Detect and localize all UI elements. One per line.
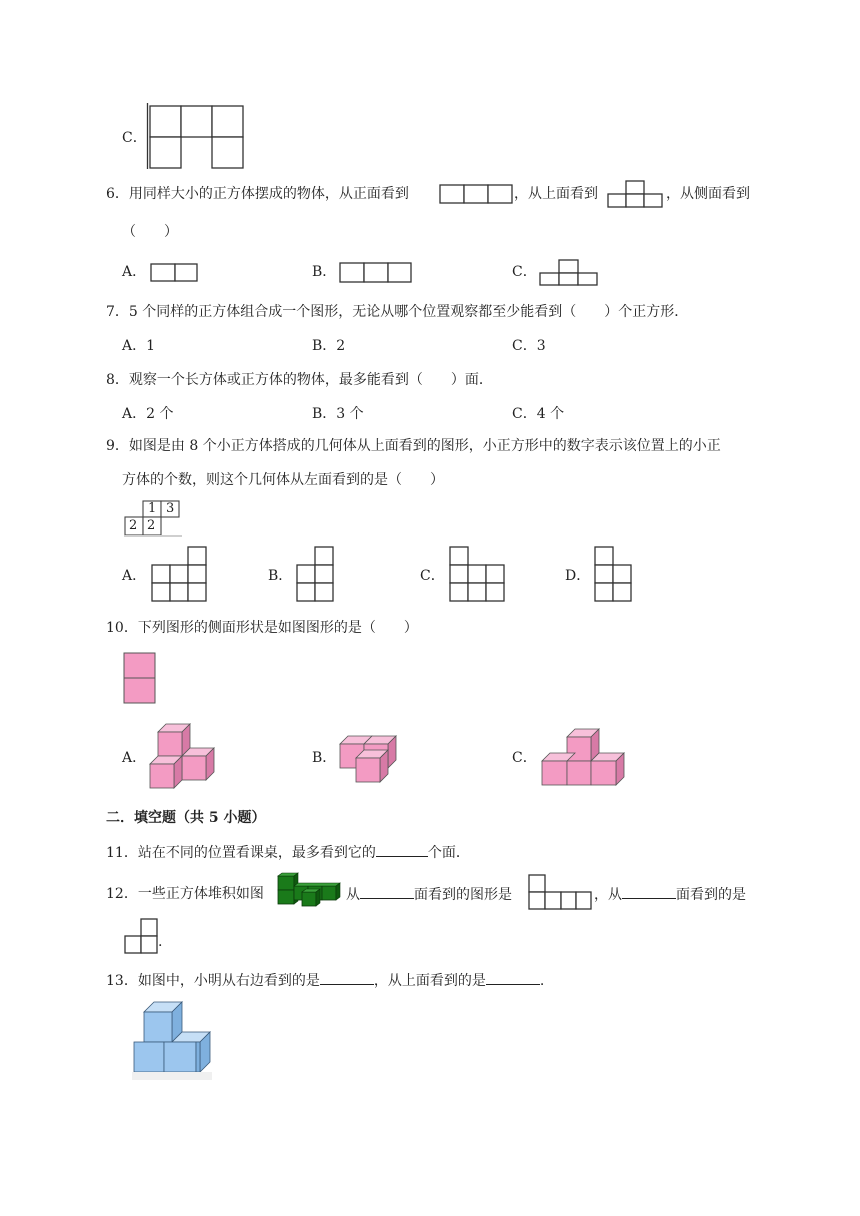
q12-text-e: 面看到的是 (676, 887, 746, 903)
q11-answer-blank[interactable] (376, 842, 428, 857)
q9-option-a-label: A． (122, 568, 147, 584)
q12-text-a: 12．一些正方体堆积如图 (106, 886, 264, 902)
q9-line-1: 9．如图是由 8 个小正方体搭成的几何体从上面看到的图形，小正方形中的数字表示该位置上的小正 (106, 438, 721, 454)
q9-grid-number: 3 (166, 501, 175, 516)
q6-option-c-label: C． (512, 264, 537, 280)
q6-text-3: ，从侧面看到 (666, 186, 750, 202)
q6-text-2: ，从上面看到 (514, 186, 598, 202)
q13-text-c: . (539, 973, 545, 989)
q10-option-c-figure (540, 727, 626, 789)
q8-option-b: B．3 个 (312, 406, 364, 422)
section-2-title: 二．填空题（共 5 小题） (106, 810, 266, 826)
q12-view-2-figure (124, 918, 163, 956)
q13-text-a: 13．如图中，小明从右边看到的是 (106, 973, 320, 989)
q9-option-d-label: D． (565, 568, 591, 584)
q11-text-b: 个面． (427, 845, 470, 861)
q6-option-b-figure (339, 262, 413, 284)
q7-option-b: B．2 (312, 338, 346, 354)
q10-option-c-label: C． (512, 750, 537, 766)
q9-option-c-figure (449, 546, 509, 604)
q10-side-shape-figure (123, 652, 157, 706)
q9-option-b-figure (296, 546, 336, 604)
q9-line-2: 方体的个数，则这个几何体从左面看到的是（ ） (122, 472, 444, 488)
q5-option-c-figure (147, 103, 247, 171)
q13-text-b: ，从上面看到的是 (373, 973, 486, 989)
q8-option-c: C．4 个 (512, 406, 565, 422)
q7-option-c: C．3 (512, 338, 546, 354)
q12-answer-blank-2[interactable] (622, 884, 676, 899)
q7-option-a: A．1 (122, 338, 156, 354)
q6-top-view-figure (607, 180, 665, 208)
q12-line-2 (594, 884, 746, 905)
q8-option-a: A．2 个 (122, 406, 174, 422)
q9-option-d-figure (594, 546, 634, 604)
q12-text-b: 从 (346, 887, 360, 903)
q13-blue-cubes-figure (130, 1000, 220, 1082)
q10-option-a-figure (148, 722, 220, 794)
q10-option-b-label: B． (312, 750, 337, 766)
q5-option-c-label: C． (122, 130, 147, 146)
q6-option-c-figure (539, 259, 599, 287)
q6-option-a-figure (150, 263, 200, 283)
q10-option-b-figure (338, 728, 404, 784)
q9-grid-number: 2 (147, 518, 156, 533)
q11-text-a: 11．站在不同的位置看课桌，最多看到它的 (106, 845, 376, 861)
q13-answer-blank-1[interactable] (320, 970, 374, 985)
q13-line (106, 970, 544, 991)
q10-text: 10．下列图形的侧面形状是如图图形的是（ ） (106, 620, 418, 636)
q9-option-a-figure (151, 546, 209, 604)
q11-line (106, 842, 470, 863)
q6-text-1: 6．用同样大小的正方体摆成的物体，从正面看到 (106, 186, 409, 202)
q9-top-view-grid (124, 500, 184, 538)
q12-text-d: ，从 (594, 887, 622, 903)
q9-grid-number: 2 (129, 518, 138, 533)
q6-paren: （ ） (122, 224, 178, 240)
q10-option-a-label: A． (122, 750, 147, 766)
q9-grid-number: 1 (148, 501, 157, 516)
q9-option-b-label: B． (268, 568, 293, 584)
q9-option-c-label: C． (420, 568, 445, 584)
q12-line-1 (346, 884, 512, 905)
q6-option-b-label: B． (312, 264, 337, 280)
q12-view-1-figure (528, 874, 594, 912)
q13-answer-blank-2[interactable] (486, 970, 540, 985)
q12-text-c: 面看到的图形是 (414, 887, 512, 903)
q8-text: 8．观察一个长方体或正方体的物体，最多能看到（ ）面． (106, 372, 493, 388)
q12-green-cubes-figure (276, 872, 346, 908)
q7-text: 7．5 个同样的正方体组合成一个图形，无论从哪个位置观察都至少能看到（ ）个正方形． (106, 304, 689, 320)
q6-option-a-label: A． (122, 264, 147, 280)
q6-front-view-figure (439, 184, 513, 204)
q12-period: . (158, 934, 163, 950)
q12-answer-blank-1[interactable] (360, 884, 414, 899)
